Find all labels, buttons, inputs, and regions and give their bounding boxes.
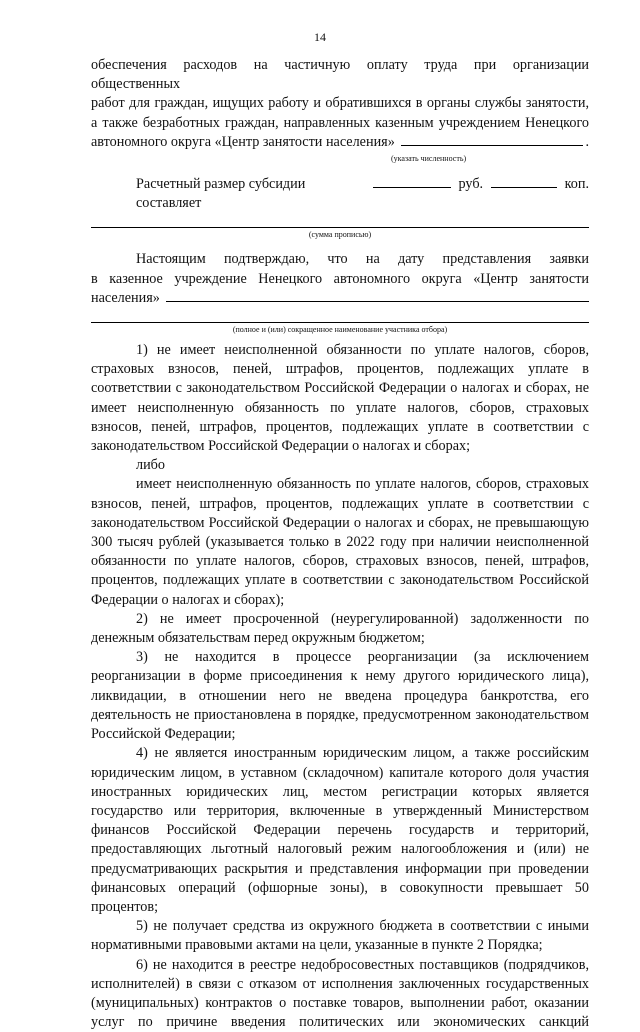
intro-block xyxy=(91,56,589,164)
condition-item-2: 2) не имеет просроченной (неурегулированной) задолженности по денежным обязательствам перед окружным бюджетом; xyxy=(91,610,589,647)
participant-row xyxy=(91,289,589,308)
intro-line-end: . xyxy=(585,133,589,150)
document-body xyxy=(91,56,589,1032)
confirm-block xyxy=(91,250,589,335)
condition-item-1b: имеет неисполненную обязанность по уплате налогов, сборов, страховых взносов, пеней, штрафов, процентов, подлежащих уплате в соответствии с законодательством Российской Федерации о налогах и сборах, не превышающую 300 тысяч рублей (указывается только в 2022 году при наличии неисполненной обязанности по уплате налогов, сборов, страховых взносов, пеней, штрафов, процентов, подлежащих уплате в соответствии с законодательством Российской Федерации о налогах и сборах); xyxy=(91,476,589,608)
condition-item-6: 6) не находится в реестре недобросовестных поставщиков (подрядчиков, исполнителей) в связи с отказом от исполнения заключенных государственных (муниципальных) контрактов о поставке товаров, выполнении работ, оказании услуг по причине введения политических или экономических санкций xyxy=(91,956,589,1031)
subsidy-label: Расчетный размер субсидии составляет xyxy=(136,176,306,212)
conditions-list xyxy=(91,341,589,1032)
condition-item-4: 4) не является иностранным юридическим лицом, а также российским юридическим лицом, в уставном (складочном) капитале которого доля участия иностранных юридических лиц, местом регистрации которых является государство или территория, включенные в утвержденный Министерством финансов Российской Федерации перечень государств и территорий, предоставляющих льготный налоговый режим налогообложения и (или) не предусматривающих раскрытия и представления информации при проведении финансовых операций (офшорные зоны), в совокупности превышает 50 процентов; xyxy=(91,745,589,915)
confirm-line: в казенное учреждение Ненецкого автономного округа «Центр занятости xyxy=(91,270,589,287)
sum-words-line xyxy=(91,227,589,228)
intro-line: автономного округа «Центр занятости населения» xyxy=(91,133,395,150)
kop-blank xyxy=(491,175,557,188)
kop-label: коп. xyxy=(564,176,590,193)
confirm-line: Настоящим подтверждаю, что на дату представления заявки xyxy=(136,251,589,268)
quantity-caption: (указать численность) xyxy=(391,154,467,164)
rub-blank xyxy=(373,175,450,188)
intro-line: работ для граждан, ищущих работу и обратившихся в органы службы занятости, xyxy=(91,95,589,112)
condition-item-3: 3) не находится в процессе реорганизации (за исключением реорганизации в форме присоединения к нему другого юридического лица), ликвидации, в отношении него не введена процедура банкротства, его деятельность не приостановлена в порядке, предусмотренном законодательством Российской Федерации; xyxy=(91,649,589,743)
confirm-line: населения» xyxy=(91,289,160,306)
condition-either: либо xyxy=(136,457,165,474)
participant-line xyxy=(91,322,589,323)
condition-item-1: 1) не имеет неисполненной обязанности по уплате налогов, сборов, страховых взносов, пеней, штрафов, процентов, подлежащих уплате в соответствии с законодательством Российской Федерации о налогах и сборах, не имеет неисполненную обязанность по уплате налогов, сборов, страховых взносов, пеней, штрафов, процентов, подлежащих уплате в соответствии с законодательством Российской Федерации о налогах и сборах; xyxy=(91,342,589,455)
participant-blank xyxy=(166,289,589,302)
rub-label: руб. xyxy=(458,176,484,193)
condition-item-5: 5) не получает средства из окружного бюджета в соответствии с иными нормативными правовыми актами на цели, указанные в пункте 2 Порядка; xyxy=(91,918,589,954)
intro-line: обеспечения расходов на частичную оплату труда при организации общественных xyxy=(91,57,589,93)
subsidy-row xyxy=(91,175,589,213)
participant-caption: (полное и (или) сокращенное наименование участника отбора) xyxy=(232,325,448,335)
page-number: 14 xyxy=(314,30,326,44)
intro-line: а также безработных граждан, направленных казенным учреждением Ненецкого xyxy=(91,114,589,131)
sum-words-caption: (сумма прописью) xyxy=(308,230,372,240)
quantity-row xyxy=(91,133,589,152)
quantity-blank xyxy=(401,133,584,146)
